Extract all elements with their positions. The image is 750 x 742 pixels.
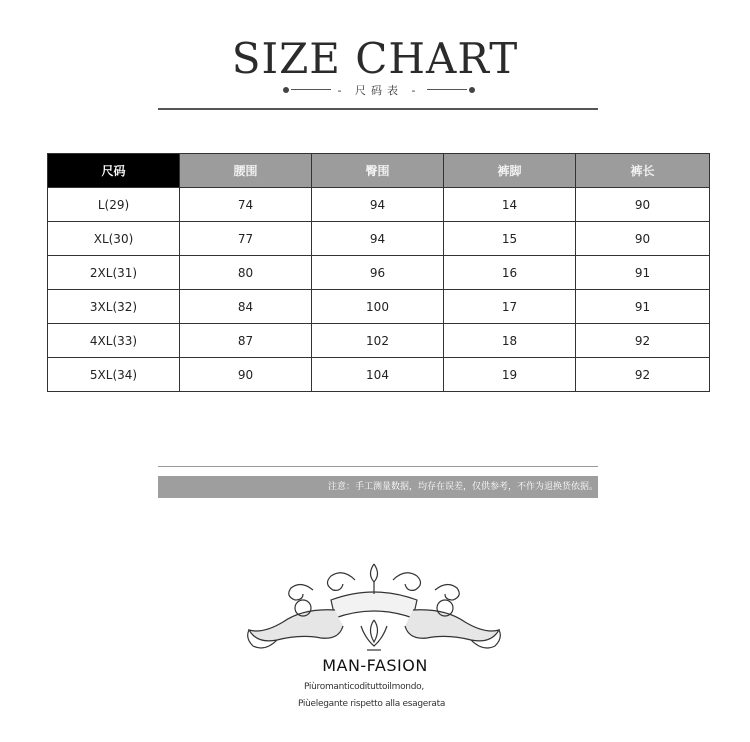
- cell-size: 3XL(32): [48, 290, 180, 324]
- col-header-waist: 腰围: [180, 154, 312, 188]
- divider-top: [158, 108, 598, 110]
- subtitle-row: [283, 82, 475, 98]
- cell-size: 2XL(31): [48, 256, 180, 290]
- table-row: [48, 290, 710, 324]
- cell-length: 92: [576, 358, 710, 392]
- col-header-size: 尺码: [48, 154, 180, 188]
- cell-waist: 74: [180, 188, 312, 222]
- cell-length: 92: [576, 324, 710, 358]
- cell-leg-opening: 18: [444, 324, 576, 358]
- notice-text: 注意：手工测量数据，均存在误差，仅供参考，不作为退换货依据。: [327, 482, 598, 492]
- table-row: [48, 324, 710, 358]
- cell-size: 4XL(33): [48, 324, 180, 358]
- cell-leg-opening: 15: [444, 222, 576, 256]
- cell-size: L(29): [48, 188, 180, 222]
- size-table: [47, 153, 710, 392]
- divider-middle: [158, 466, 598, 467]
- brand-tagline-2: Piùelegante rispetto alla esagerata: [298, 699, 446, 709]
- brand-name: MAN-FASION: [322, 656, 428, 675]
- notice-bar: [158, 476, 598, 498]
- cell-waist: 80: [180, 256, 312, 290]
- col-header-hip: 臀围: [312, 154, 444, 188]
- table-row: [48, 188, 710, 222]
- cell-hip: 94: [312, 188, 444, 222]
- table-row: [48, 256, 710, 290]
- brand-tagline-1: Piùromanticodituttoilmondo,: [304, 682, 424, 692]
- cell-hip: 96: [312, 256, 444, 290]
- cell-length: 91: [576, 290, 710, 324]
- cell-hip: 102: [312, 324, 444, 358]
- cell-hip: 100: [312, 290, 444, 324]
- table-row: [48, 222, 710, 256]
- cell-length: 91: [576, 256, 710, 290]
- cell-hip: 104: [312, 358, 444, 392]
- cell-length: 90: [576, 188, 710, 222]
- cell-hip: 94: [312, 222, 444, 256]
- cell-leg-opening: 16: [444, 256, 576, 290]
- col-header-leg-opening: 裤脚: [444, 154, 576, 188]
- col-header-length: 裤长: [576, 154, 710, 188]
- cell-length: 90: [576, 222, 710, 256]
- cell-waist: 77: [180, 222, 312, 256]
- cell-size: XL(30): [48, 222, 180, 256]
- ornament-banner-icon: [243, 560, 505, 660]
- cell-waist: 84: [180, 290, 312, 324]
- table-row: [48, 358, 710, 392]
- cell-waist: 90: [180, 358, 312, 392]
- table-header-row: [48, 154, 710, 188]
- cell-size: 5XL(34): [48, 358, 180, 392]
- subtitle: - 尺码表 -: [337, 84, 421, 97]
- cell-leg-opening: 19: [444, 358, 576, 392]
- page-title: SIZE CHART: [231, 34, 519, 83]
- cell-leg-opening: 17: [444, 290, 576, 324]
- cell-waist: 87: [180, 324, 312, 358]
- cell-leg-opening: 14: [444, 188, 576, 222]
